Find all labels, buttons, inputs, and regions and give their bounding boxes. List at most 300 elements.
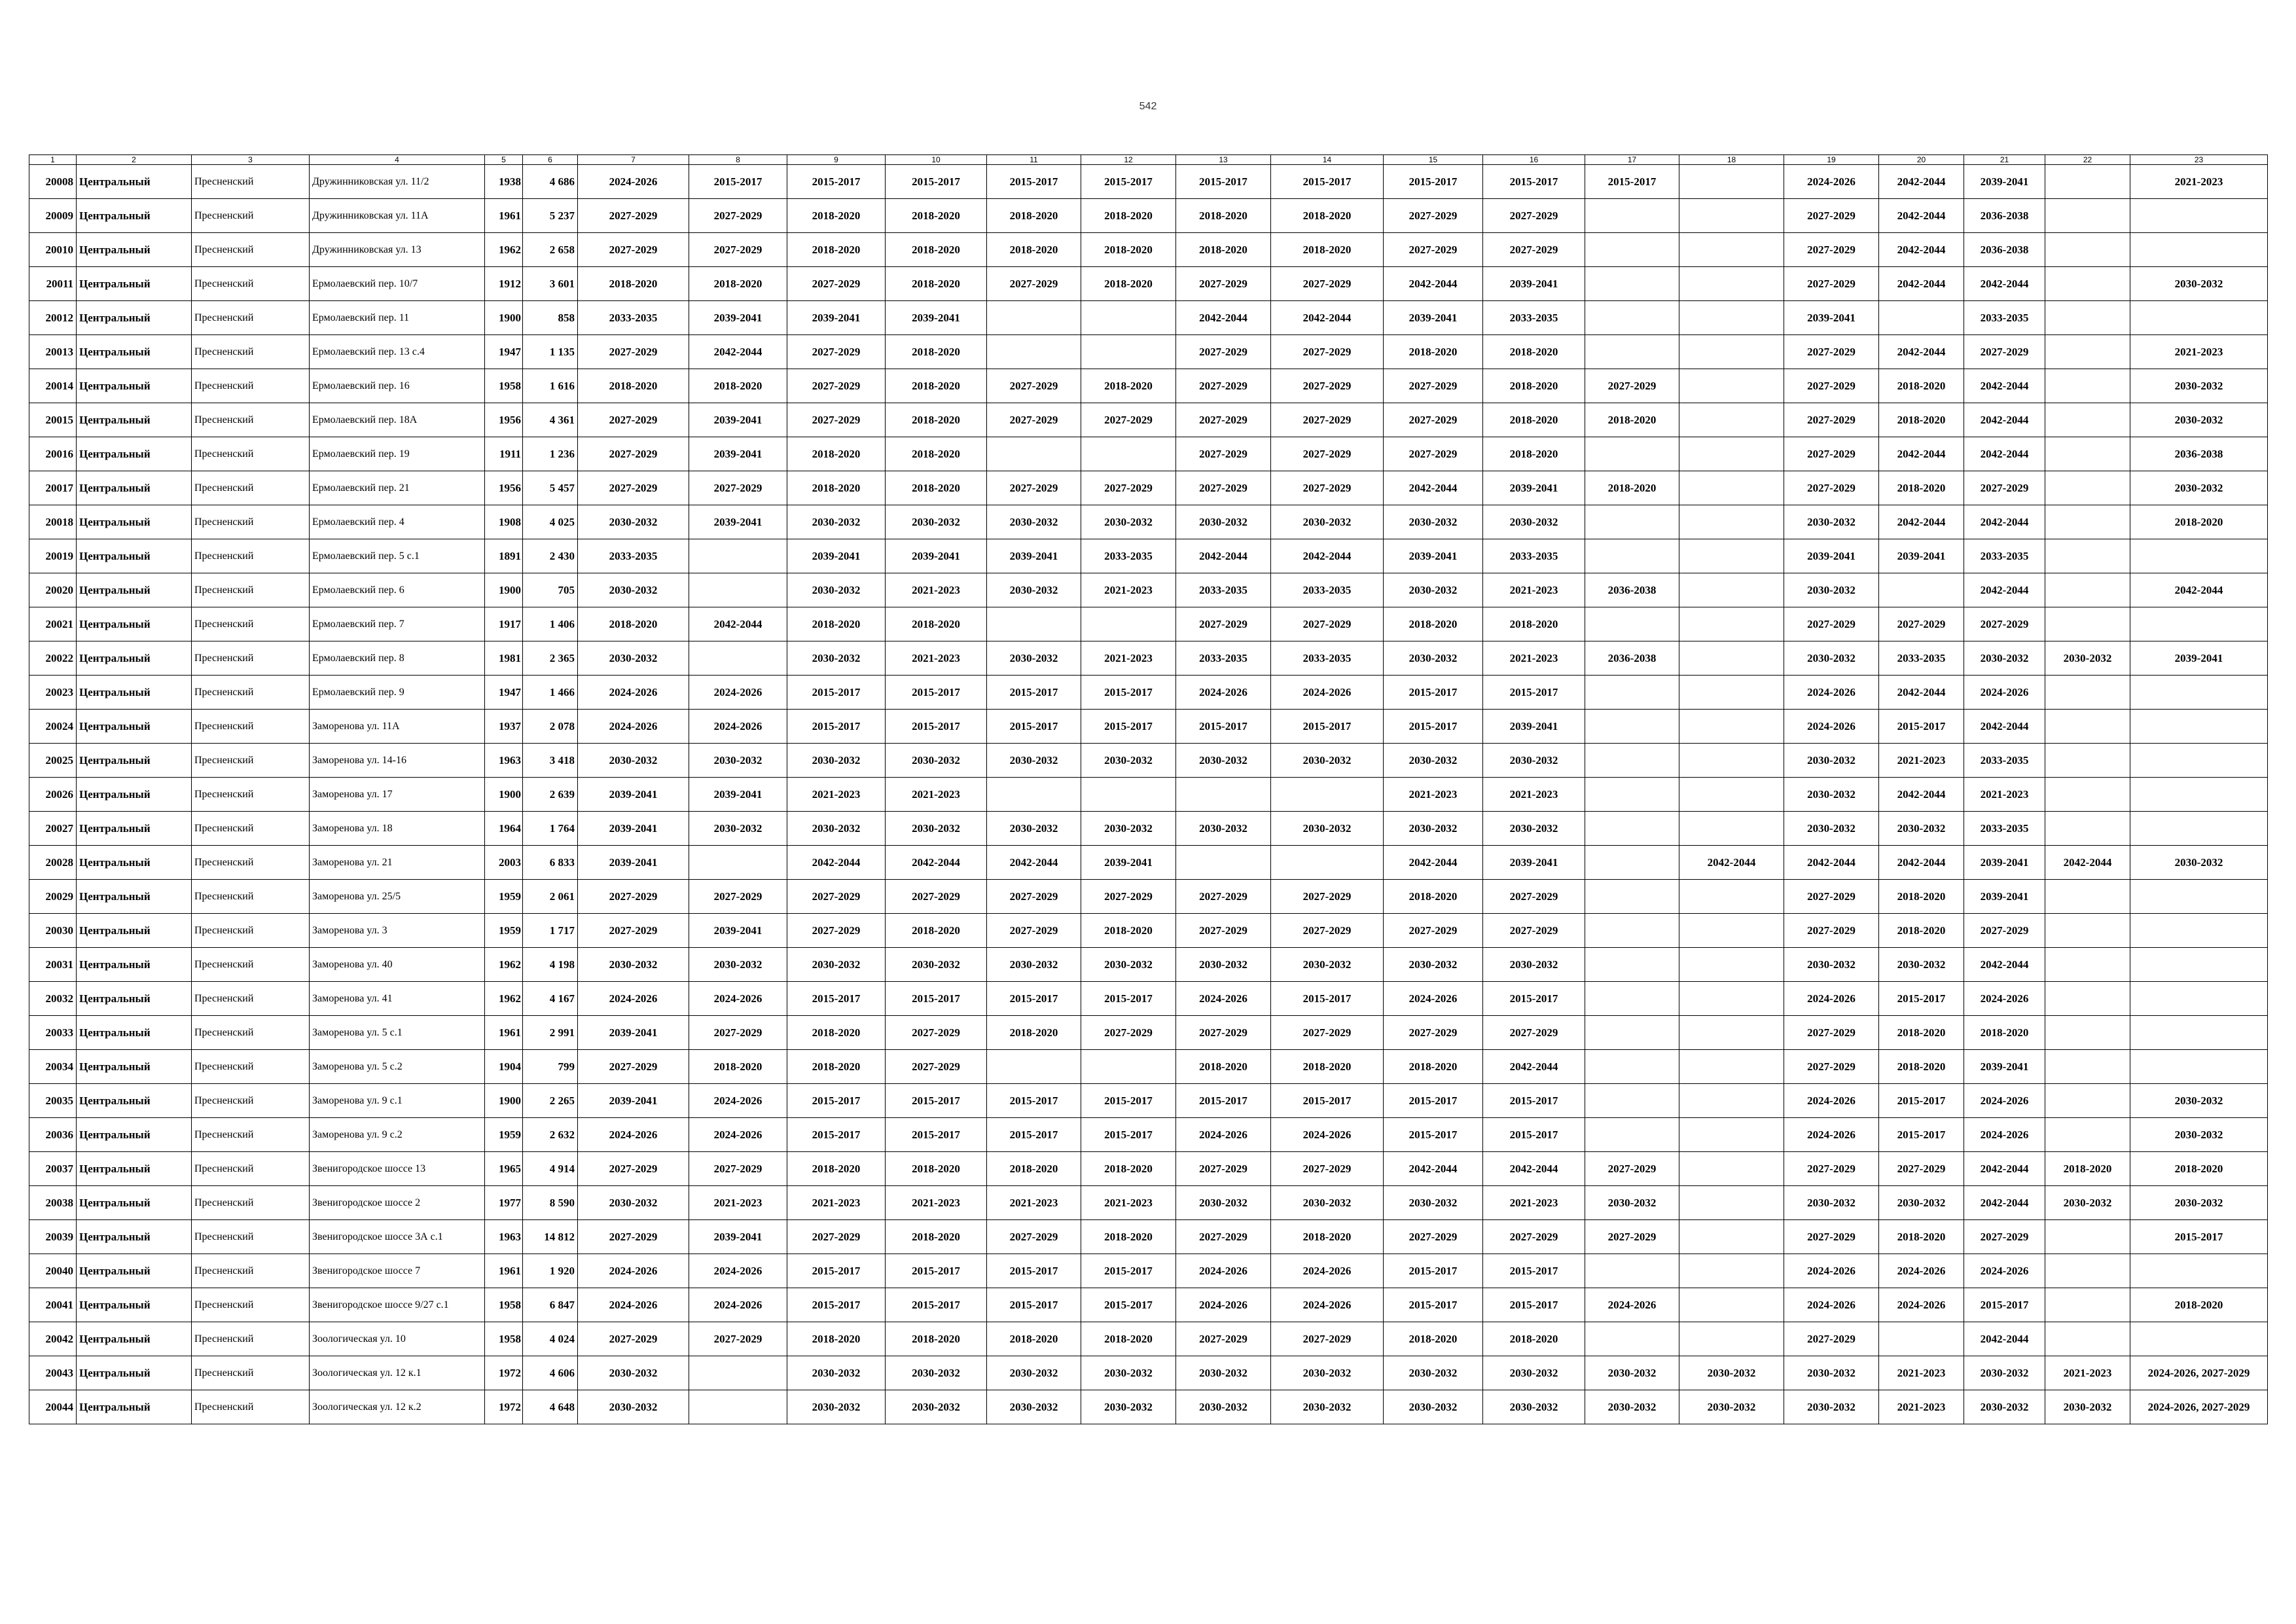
- build-year-cell: 2003: [485, 846, 523, 880]
- repair-schedule-table: [29, 154, 2268, 1424]
- period-cell-col-22: [2045, 914, 2130, 948]
- period-cell-col-11: 2018-2020: [987, 1016, 1081, 1050]
- building-id-cell: 20025: [29, 744, 77, 778]
- period-cell-col-12: 2027-2029: [1081, 471, 1176, 505]
- district-cell: Центральный: [77, 982, 192, 1016]
- period-cell-col-13: 2018-2020: [1176, 233, 1271, 267]
- period-cell-col-20: 2027-2029: [1879, 607, 1964, 641]
- period-cell-col-18: [1679, 301, 1784, 335]
- period-cell-col-17: 2027-2029: [1585, 369, 1679, 403]
- period-cell-col-19: 2042-2044: [1784, 846, 1879, 880]
- period-cell-col-15: 2024-2026: [1384, 982, 1483, 1016]
- period-cell-col-11: [987, 335, 1081, 369]
- column-number-14: 14: [1271, 155, 1384, 165]
- period-cell-col-23: 2042-2044: [2130, 573, 2268, 607]
- period-cell-col-10: 2018-2020: [886, 1220, 987, 1254]
- period-cell-col-9: 2027-2029: [787, 403, 886, 437]
- period-cell-col-12: 2015-2017: [1081, 1288, 1176, 1322]
- period-cell-col-10: 2015-2017: [886, 1084, 987, 1118]
- period-cell-col-18: [1679, 505, 1784, 539]
- period-cell-col-20: 2030-2032: [1879, 812, 1964, 846]
- building-id-cell: 20021: [29, 607, 77, 641]
- address-cell: Заморенова ул. 21: [310, 846, 485, 880]
- period-cell-col-22: [2045, 471, 2130, 505]
- building-id-cell: 20029: [29, 880, 77, 914]
- address-cell: Ермолаевский пер. 16: [310, 369, 485, 403]
- period-cell-col-11: 2015-2017: [987, 1084, 1081, 1118]
- period-cell-col-11: 2030-2032: [987, 505, 1081, 539]
- period-cell-col-17: [1585, 1322, 1679, 1356]
- period-cell-col-8: [689, 641, 787, 676]
- period-cell-col-10: 2030-2032: [886, 948, 987, 982]
- period-cell-col-21: 2027-2029: [1964, 335, 2045, 369]
- period-cell-col-15: 2027-2029: [1384, 1220, 1483, 1254]
- address-cell: Ермолаевский пер. 10/7: [310, 267, 485, 301]
- period-cell-col-16: 2015-2017: [1483, 165, 1585, 199]
- period-cell-col-16: 2027-2029: [1483, 199, 1585, 233]
- building-id-cell: 20037: [29, 1152, 77, 1186]
- build-year-cell: 1911: [485, 437, 523, 471]
- build-year-cell: 1937: [485, 710, 523, 744]
- area-cell: Пресненский: [192, 301, 310, 335]
- table-row: [29, 267, 2268, 301]
- area-cell: Пресненский: [192, 437, 310, 471]
- table-row: [29, 1050, 2268, 1084]
- build-year-cell: 1900: [485, 301, 523, 335]
- period-cell-col-8: 2027-2029: [689, 1152, 787, 1186]
- period-cell-col-20: 2027-2029: [1879, 1152, 1964, 1186]
- period-cell-col-7: 2027-2029: [578, 880, 689, 914]
- period-cell-col-18: [1679, 403, 1784, 437]
- period-cell-col-22: 2030-2032: [2045, 641, 2130, 676]
- table-row: [29, 982, 2268, 1016]
- period-cell-col-13: 2024-2026: [1176, 1118, 1271, 1152]
- period-cell-col-13: 2024-2026: [1176, 982, 1271, 1016]
- period-cell-col-19: 2039-2041: [1784, 539, 1879, 573]
- area-cell: Пресненский: [192, 1356, 310, 1390]
- period-cell-col-21: 2033-2035: [1964, 744, 2045, 778]
- period-cell-col-20: 2033-2035: [1879, 641, 1964, 676]
- period-cell-col-11: [987, 437, 1081, 471]
- period-cell-col-17: 2018-2020: [1585, 403, 1679, 437]
- period-cell-col-17: 2015-2017: [1585, 165, 1679, 199]
- period-cell-col-19: 2024-2026: [1784, 676, 1879, 710]
- period-cell-col-12: 2018-2020: [1081, 1322, 1176, 1356]
- build-year-cell: 1962: [485, 982, 523, 1016]
- period-cell-col-19: 2027-2029: [1784, 471, 1879, 505]
- period-cell-col-16: 2030-2032: [1483, 812, 1585, 846]
- district-cell: Центральный: [77, 369, 192, 403]
- build-year-cell: 1956: [485, 403, 523, 437]
- period-cell-col-13: 2030-2032: [1176, 1186, 1271, 1220]
- period-cell-col-8: 2027-2029: [689, 233, 787, 267]
- period-cell-col-22: 2018-2020: [2045, 1152, 2130, 1186]
- floor-area-cell: 8 590: [523, 1186, 578, 1220]
- address-cell: Заморенова ул. 3: [310, 914, 485, 948]
- address-cell: Ермолаевский пер. 4: [310, 505, 485, 539]
- period-cell-col-10: 2021-2023: [886, 1186, 987, 1220]
- period-cell-col-14: 2024-2026: [1271, 1288, 1384, 1322]
- period-cell-col-11: 2027-2029: [987, 1220, 1081, 1254]
- period-cell-col-8: 2027-2029: [689, 1322, 787, 1356]
- period-cell-col-13: 2027-2029: [1176, 471, 1271, 505]
- period-cell-col-12: 2030-2032: [1081, 1356, 1176, 1390]
- floor-area-cell: 4 198: [523, 948, 578, 982]
- address-cell: Ермолаевский пер. 11: [310, 301, 485, 335]
- period-cell-col-12: 2033-2035: [1081, 539, 1176, 573]
- building-id-cell: 20023: [29, 676, 77, 710]
- floor-area-cell: 858: [523, 301, 578, 335]
- period-cell-col-23: 2024-2026, 2027-2029: [2130, 1356, 2268, 1390]
- table-row: [29, 165, 2268, 199]
- period-cell-col-21: 2024-2026: [1964, 1254, 2045, 1288]
- period-cell-col-14: [1271, 778, 1384, 812]
- period-cell-col-13: 2027-2029: [1176, 267, 1271, 301]
- period-cell-col-16: 2018-2020: [1483, 369, 1585, 403]
- period-cell-col-18: [1679, 607, 1784, 641]
- build-year-cell: 1972: [485, 1356, 523, 1390]
- building-id-cell: 20014: [29, 369, 77, 403]
- period-cell-col-10: 2018-2020: [886, 437, 987, 471]
- period-cell-col-13: 2018-2020: [1176, 199, 1271, 233]
- build-year-cell: 1917: [485, 607, 523, 641]
- period-cell-col-21: 2039-2041: [1964, 846, 2045, 880]
- period-cell-col-22: 2021-2023: [2045, 1356, 2130, 1390]
- period-cell-col-13: 2027-2029: [1176, 1322, 1271, 1356]
- period-cell-col-21: 2042-2044: [1964, 437, 2045, 471]
- period-cell-col-20: 2042-2044: [1879, 267, 1964, 301]
- period-cell-col-13: 2027-2029: [1176, 880, 1271, 914]
- period-cell-col-20: 2042-2044: [1879, 505, 1964, 539]
- building-id-cell: 20009: [29, 199, 77, 233]
- building-id-cell: 20033: [29, 1016, 77, 1050]
- period-cell-col-19: 2027-2029: [1784, 233, 1879, 267]
- build-year-cell: 1962: [485, 948, 523, 982]
- period-cell-col-22: [2045, 1322, 2130, 1356]
- period-cell-col-11: 2039-2041: [987, 539, 1081, 573]
- period-cell-col-15: 2027-2029: [1384, 369, 1483, 403]
- period-cell-col-11: 2027-2029: [987, 471, 1081, 505]
- period-cell-col-23: [2130, 1254, 2268, 1288]
- building-id-cell: 20036: [29, 1118, 77, 1152]
- period-cell-col-18: [1679, 573, 1784, 607]
- build-year-cell: 1959: [485, 880, 523, 914]
- period-cell-col-21: 2033-2035: [1964, 539, 2045, 573]
- period-cell-col-12: 2030-2032: [1081, 505, 1176, 539]
- floor-area-cell: 1 135: [523, 335, 578, 369]
- period-cell-col-8: 2018-2020: [689, 267, 787, 301]
- period-cell-col-8: 2027-2029: [689, 1016, 787, 1050]
- period-cell-col-14: 2030-2032: [1271, 1390, 1384, 1424]
- period-cell-col-19: 2027-2029: [1784, 267, 1879, 301]
- floor-area-cell: 4 648: [523, 1390, 578, 1424]
- period-cell-col-14: 2018-2020: [1271, 199, 1384, 233]
- period-cell-col-9: 2015-2017: [787, 676, 886, 710]
- period-cell-col-8: 2015-2017: [689, 165, 787, 199]
- period-cell-col-22: 2030-2032: [2045, 1390, 2130, 1424]
- period-cell-col-20: 2018-2020: [1879, 471, 1964, 505]
- period-cell-col-16: 2027-2029: [1483, 1016, 1585, 1050]
- period-cell-col-8: 2039-2041: [689, 778, 787, 812]
- period-cell-col-10: 2018-2020: [886, 233, 987, 267]
- building-id-cell: 20038: [29, 1186, 77, 1220]
- build-year-cell: 1900: [485, 1084, 523, 1118]
- period-cell-col-12: 2018-2020: [1081, 233, 1176, 267]
- build-year-cell: 1908: [485, 505, 523, 539]
- period-cell-col-11: 2018-2020: [987, 1322, 1081, 1356]
- period-cell-col-10: 2018-2020: [886, 335, 987, 369]
- period-cell-col-20: 2015-2017: [1879, 982, 1964, 1016]
- area-cell: Пресненский: [192, 982, 310, 1016]
- period-cell-col-13: [1176, 846, 1271, 880]
- period-cell-col-11: 2015-2017: [987, 710, 1081, 744]
- period-cell-col-7: 2039-2041: [578, 1084, 689, 1118]
- area-cell: Пресненский: [192, 1118, 310, 1152]
- period-cell-col-9: 2030-2032: [787, 1390, 886, 1424]
- period-cell-col-15: 2018-2020: [1384, 880, 1483, 914]
- period-cell-col-12: 2015-2017: [1081, 1254, 1176, 1288]
- period-cell-col-15: 2015-2017: [1384, 1254, 1483, 1288]
- period-cell-col-10: 2015-2017: [886, 710, 987, 744]
- period-cell-col-19: 2027-2029: [1784, 199, 1879, 233]
- period-cell-col-21: 2027-2029: [1964, 471, 2045, 505]
- period-cell-col-10: 2027-2029: [886, 880, 987, 914]
- period-cell-col-8: 2039-2041: [689, 437, 787, 471]
- period-cell-col-19: 2027-2029: [1784, 369, 1879, 403]
- period-cell-col-21: 2024-2026: [1964, 1084, 2045, 1118]
- area-cell: Пресненский: [192, 846, 310, 880]
- building-id-cell: 20028: [29, 846, 77, 880]
- period-cell-col-18: [1679, 199, 1784, 233]
- period-cell-col-17: 2036-2038: [1585, 641, 1679, 676]
- period-cell-col-17: [1585, 1016, 1679, 1050]
- period-cell-col-19: 2027-2029: [1784, 1220, 1879, 1254]
- district-cell: Центральный: [77, 165, 192, 199]
- period-cell-col-23: [2130, 607, 2268, 641]
- area-cell: Пресненский: [192, 403, 310, 437]
- building-id-cell: 20026: [29, 778, 77, 812]
- period-cell-col-10: 2030-2032: [886, 744, 987, 778]
- period-cell-col-23: 2030-2032: [2130, 471, 2268, 505]
- period-cell-col-15: 2027-2029: [1384, 1016, 1483, 1050]
- period-cell-col-10: 2018-2020: [886, 471, 987, 505]
- period-cell-col-10: 2030-2032: [886, 1356, 987, 1390]
- period-cell-col-10: 2018-2020: [886, 914, 987, 948]
- table-row: [29, 1152, 2268, 1186]
- period-cell-col-22: 2030-2032: [2045, 1186, 2130, 1220]
- period-cell-col-12: [1081, 607, 1176, 641]
- period-cell-col-23: 2021-2023: [2130, 335, 2268, 369]
- period-cell-col-17: [1585, 1084, 1679, 1118]
- period-cell-col-14: 2027-2029: [1271, 607, 1384, 641]
- period-cell-col-17: [1585, 1254, 1679, 1288]
- period-cell-col-23: [2130, 982, 2268, 1016]
- district-cell: Центральный: [77, 948, 192, 982]
- period-cell-col-22: [2045, 607, 2130, 641]
- period-cell-col-19: 2030-2032: [1784, 1356, 1879, 1390]
- period-cell-col-13: 2030-2032: [1176, 1390, 1271, 1424]
- period-cell-col-8: 2030-2032: [689, 948, 787, 982]
- column-number-9: 9: [787, 155, 886, 165]
- table-row: [29, 1288, 2268, 1322]
- period-cell-col-7: 2030-2032: [578, 1186, 689, 1220]
- column-number-16: 16: [1483, 155, 1585, 165]
- period-cell-col-19: 2030-2032: [1784, 1186, 1879, 1220]
- column-number-20: 20: [1879, 155, 1964, 165]
- address-cell: Заморенова ул. 18: [310, 812, 485, 846]
- period-cell-col-7: 2027-2029: [578, 1322, 689, 1356]
- period-cell-col-16: 2018-2020: [1483, 607, 1585, 641]
- period-cell-col-14: 2030-2032: [1271, 505, 1384, 539]
- period-cell-col-11: 2030-2032: [987, 812, 1081, 846]
- area-cell: Пресненский: [192, 880, 310, 914]
- period-cell-col-18: [1679, 641, 1784, 676]
- period-cell-col-8: 2024-2026: [689, 710, 787, 744]
- district-cell: Центральный: [77, 437, 192, 471]
- period-cell-col-17: 2027-2029: [1585, 1152, 1679, 1186]
- period-cell-col-20: 2021-2023: [1879, 1356, 1964, 1390]
- table-row: [29, 1322, 2268, 1356]
- building-id-cell: 20008: [29, 165, 77, 199]
- table-row: [29, 948, 2268, 982]
- build-year-cell: 1964: [485, 812, 523, 846]
- period-cell-col-22: [2045, 1288, 2130, 1322]
- period-cell-col-8: [689, 846, 787, 880]
- period-cell-col-9: 2015-2017: [787, 1254, 886, 1288]
- period-cell-col-13: 2015-2017: [1176, 1084, 1271, 1118]
- period-cell-col-18: [1679, 1322, 1784, 1356]
- area-cell: Пресненский: [192, 199, 310, 233]
- period-cell-col-7: 2027-2029: [578, 1152, 689, 1186]
- period-cell-col-21: 2015-2017: [1964, 1288, 2045, 1322]
- table-row: [29, 1254, 2268, 1288]
- period-cell-col-12: 2015-2017: [1081, 1118, 1176, 1152]
- area-cell: Пресненский: [192, 233, 310, 267]
- period-cell-col-15: 2027-2029: [1384, 914, 1483, 948]
- floor-area-cell: 3 418: [523, 744, 578, 778]
- period-cell-col-18: [1679, 267, 1784, 301]
- column-number-6: 6: [523, 155, 578, 165]
- period-cell-col-10: 2015-2017: [886, 1288, 987, 1322]
- period-cell-col-15: 2015-2017: [1384, 710, 1483, 744]
- period-cell-col-9: 2027-2029: [787, 914, 886, 948]
- period-cell-col-15: 2039-2041: [1384, 539, 1483, 573]
- period-cell-col-9: 2030-2032: [787, 812, 886, 846]
- period-cell-col-8: 2024-2026: [689, 1254, 787, 1288]
- address-cell: Звенигородское шоссе 3А с.1: [310, 1220, 485, 1254]
- period-cell-col-10: 2018-2020: [886, 267, 987, 301]
- period-cell-col-23: 2024-2026, 2027-2029: [2130, 1390, 2268, 1424]
- period-cell-col-22: [2045, 744, 2130, 778]
- floor-area-cell: 6 847: [523, 1288, 578, 1322]
- period-cell-col-7: 2033-2035: [578, 301, 689, 335]
- address-cell: Заморенова ул. 17: [310, 778, 485, 812]
- period-cell-col-18: 2030-2032: [1679, 1390, 1784, 1424]
- period-cell-col-9: 2030-2032: [787, 1356, 886, 1390]
- period-cell-col-11: 2018-2020: [987, 199, 1081, 233]
- period-cell-col-11: 2015-2017: [987, 1254, 1081, 1288]
- address-cell: Ермолаевский пер. 8: [310, 641, 485, 676]
- period-cell-col-12: 2015-2017: [1081, 165, 1176, 199]
- period-cell-col-17: [1585, 778, 1679, 812]
- period-cell-col-21: 2030-2032: [1964, 1390, 2045, 1424]
- building-id-cell: 20027: [29, 812, 77, 846]
- period-cell-col-15: 2039-2041: [1384, 301, 1483, 335]
- period-cell-col-7: 2039-2041: [578, 778, 689, 812]
- period-cell-col-19: 2027-2029: [1784, 607, 1879, 641]
- floor-area-cell: 1 616: [523, 369, 578, 403]
- floor-area-cell: 2 632: [523, 1118, 578, 1152]
- period-cell-col-16: 2018-2020: [1483, 437, 1585, 471]
- period-cell-col-16: 2018-2020: [1483, 403, 1585, 437]
- period-cell-col-9: 2015-2017: [787, 1288, 886, 1322]
- address-cell: Звенигородское шоссе 7: [310, 1254, 485, 1288]
- period-cell-col-19: 2039-2041: [1784, 301, 1879, 335]
- period-cell-col-9: 2039-2041: [787, 539, 886, 573]
- area-cell: Пресненский: [192, 1220, 310, 1254]
- area-cell: Пресненский: [192, 744, 310, 778]
- period-cell-col-22: [2045, 1016, 2130, 1050]
- period-cell-col-22: [2045, 267, 2130, 301]
- period-cell-col-13: 2042-2044: [1176, 301, 1271, 335]
- district-cell: Центральный: [77, 812, 192, 846]
- column-number-19: 19: [1784, 155, 1879, 165]
- period-cell-col-21: 2027-2029: [1964, 1220, 2045, 1254]
- period-cell-col-23: 2030-2032: [2130, 1084, 2268, 1118]
- period-cell-col-8: 2042-2044: [689, 607, 787, 641]
- table-row: [29, 846, 2268, 880]
- area-cell: Пресненский: [192, 1152, 310, 1186]
- period-cell-col-19: 2027-2029: [1784, 335, 1879, 369]
- period-cell-col-12: 2015-2017: [1081, 710, 1176, 744]
- period-cell-col-8: [689, 573, 787, 607]
- table-row: [29, 1220, 2268, 1254]
- period-cell-col-7: 2033-2035: [578, 539, 689, 573]
- building-id-cell: 20018: [29, 505, 77, 539]
- period-cell-col-16: 2039-2041: [1483, 267, 1585, 301]
- period-cell-col-20: 2042-2044: [1879, 437, 1964, 471]
- floor-area-cell: 2 639: [523, 778, 578, 812]
- period-cell-col-18: [1679, 880, 1784, 914]
- period-cell-col-20: 2042-2044: [1879, 676, 1964, 710]
- column-number-11: 11: [987, 155, 1081, 165]
- period-cell-col-9: 2015-2017: [787, 710, 886, 744]
- area-cell: Пресненский: [192, 641, 310, 676]
- period-cell-col-16: 2027-2029: [1483, 880, 1585, 914]
- period-cell-col-23: [2130, 233, 2268, 267]
- district-cell: Центральный: [77, 676, 192, 710]
- period-cell-col-8: 2027-2029: [689, 199, 787, 233]
- period-cell-col-14: 2030-2032: [1271, 744, 1384, 778]
- period-cell-col-13: 2027-2029: [1176, 335, 1271, 369]
- district-cell: Центральный: [77, 1084, 192, 1118]
- build-year-cell: 1900: [485, 778, 523, 812]
- period-cell-col-8: 2018-2020: [689, 369, 787, 403]
- period-cell-col-21: 2042-2044: [1964, 369, 2045, 403]
- period-cell-col-12: 2018-2020: [1081, 267, 1176, 301]
- build-year-cell: 1963: [485, 744, 523, 778]
- building-id-cell: 20043: [29, 1356, 77, 1390]
- address-cell: Дружинниковская ул. 13: [310, 233, 485, 267]
- period-cell-col-14: 2027-2029: [1271, 1322, 1384, 1356]
- district-cell: Центральный: [77, 1390, 192, 1424]
- period-cell-col-13: 2024-2026: [1176, 1254, 1271, 1288]
- period-cell-col-19: 2027-2029: [1784, 1050, 1879, 1084]
- building-id-cell: 20019: [29, 539, 77, 573]
- period-cell-col-21: 2042-2044: [1964, 267, 2045, 301]
- period-cell-col-21: 2021-2023: [1964, 778, 2045, 812]
- period-cell-col-16: 2015-2017: [1483, 1288, 1585, 1322]
